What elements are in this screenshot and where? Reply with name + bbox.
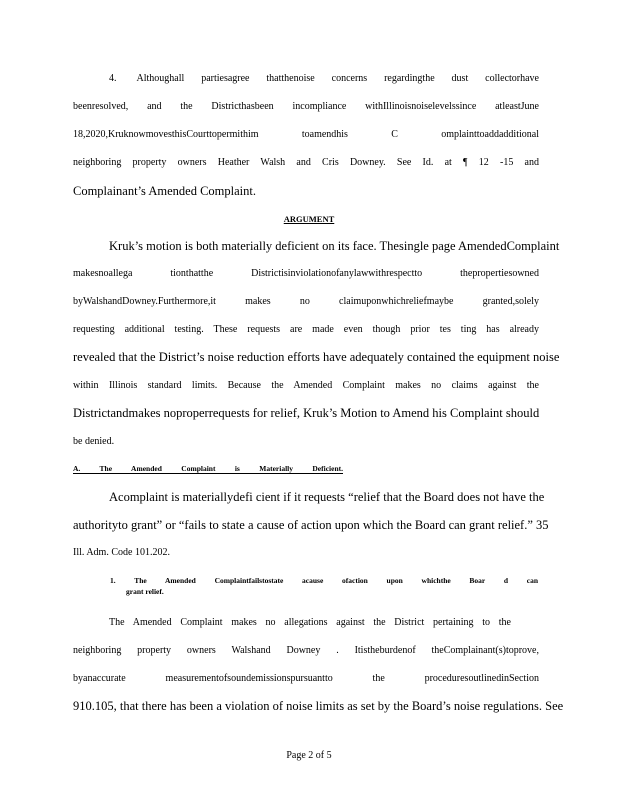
para1-line-5: Complainant’s Amended Complaint.: [73, 184, 256, 198]
para3-line-2: authorityto grant” or “fails to state a cause of action upon which the Board can grant relief.” 35: [73, 518, 549, 532]
para2-line-5: revealed that the District’s noise reduction efforts have adequately contained the equipment noise: [73, 350, 560, 364]
para2-line-3: byWalshandDowney.Furthermore,it makes no claimuponwhichreliefmaybe granted,solely: [73, 296, 539, 307]
para1-line-2: beenresolved, and the Districthasbeen incompliance withIllinoisnoiselevelssince atleastJune: [73, 101, 539, 112]
para1-line-1: 4. Althoughall partiesagree thatthenoise concerns regardingthe dust collectorhave: [109, 73, 539, 84]
argument-heading-text: ARGUMENT: [283, 214, 335, 224]
para3-line-3: Ill. Adm. Code 101.202.: [73, 547, 170, 558]
para2-line-1: Kruk’s motion is both materially deficient on its face. Thesingle page AmendedComplaint: [109, 239, 560, 253]
para3-line-1: Acomplaint is materiallydefi cient if it requests “relief that the Board does not have the: [109, 490, 545, 504]
para4-line-1: The Amended Complaint makes no allegations against the District pertaining to the: [109, 617, 511, 628]
para2-line-6: within Illinois standard limits. Because the Amended Complaint makes no claims against the: [73, 380, 539, 391]
para2-line-4: requesting additional testing. These requests are made even though prior tes ting has already: [73, 324, 539, 335]
para4-line-3: byanaccurate measurementofsoundemissionspursuantto the proceduresoutlinedinSection: [73, 673, 539, 684]
subheading-1-line-2: grant relief.: [126, 587, 164, 596]
para1-line-3: 18,2020,KruknowmovesthisCourttopermithim toamendhis C omplainttoaddadditional: [73, 129, 539, 140]
para4-line-4: 910.105, that there has been a violation of noise limits as set by the Board’s noise regulations. See: [73, 699, 564, 713]
para2-line-2: makesnoallega tionthatthe Districtisinviolationofanylawwithrespectto thepropertiesowned: [73, 268, 539, 279]
subheading-1-line-1: 1. The Amended Complaintfailstostate acause ofaction upon whichthe Boar d can: [110, 576, 538, 585]
page-number-footer: Page 2 of 5: [286, 750, 332, 761]
para1-line-4: neighboring property owners Heather Walsh and Cris Downey. See Id. at ¶ 12 -15 and: [73, 157, 539, 168]
subheading-a: A. The Amended Complaint is Materially Deficient.: [73, 464, 343, 473]
para2-line-8: be denied.: [73, 436, 115, 447]
argument-heading: [0, 214, 618, 224]
para4-line-2: neighboring property owners Walshand Downey . Itistheburdenof theComplainant(s)toprove,: [73, 645, 539, 656]
para2-line-7: Districtandmakes noproperrequests for relief, Kruk’s Motion to Amend his Complaint should: [73, 406, 540, 420]
